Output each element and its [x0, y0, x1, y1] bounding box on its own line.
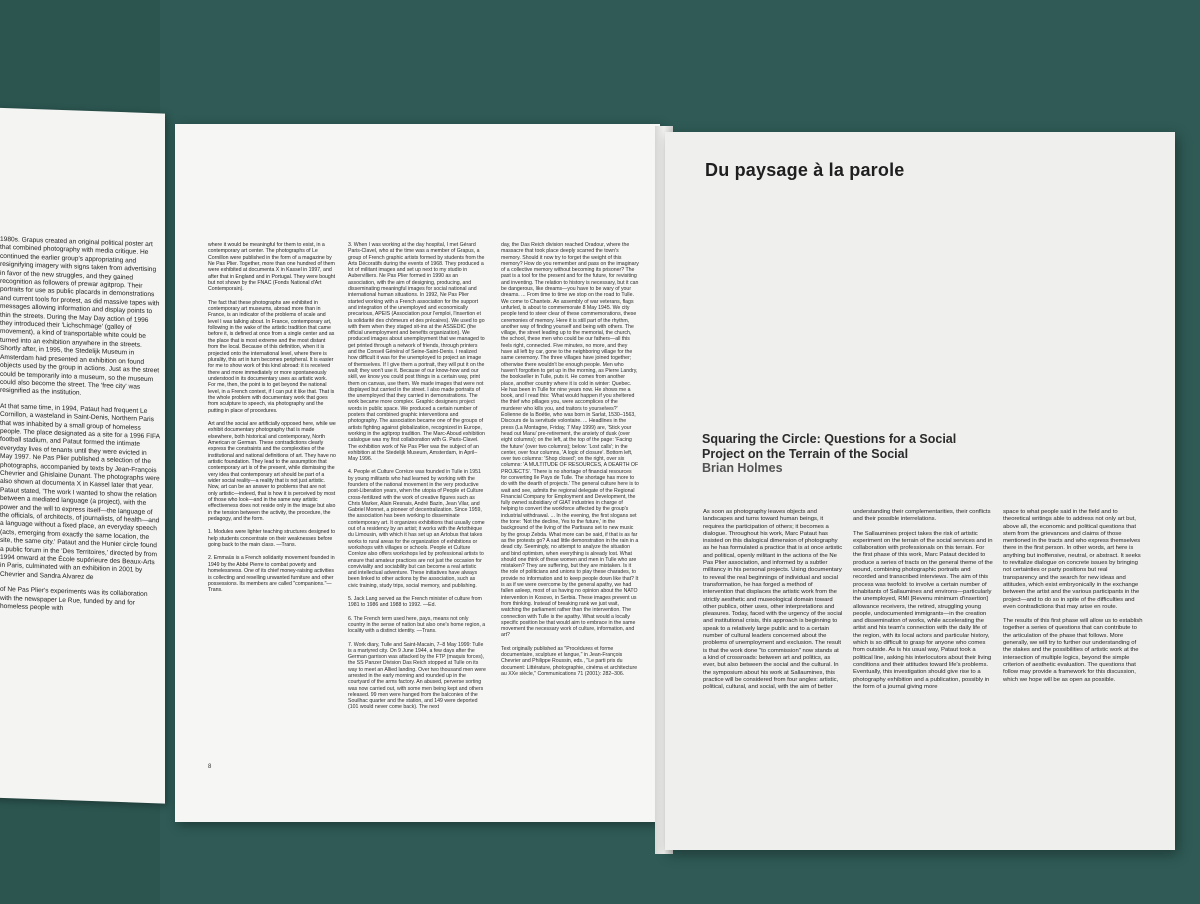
right-paragraph: space to what people said in the field and to theoretical writings able to address not only art but, above all, the economic and political questions that stem from the grievances and claims of those mentioned in the tracts and who express themselves there in the first person. In other words, art here is anything but inoffensive, neutral, or abstract. It seeks to revitalize dialogue on concrete issues by bringing not certainties or party positions but real transparency and the search for new ideas and attitudes, which exist embryonically in the exchange between the artist and the various participants in the project—and to do so in spite of the difficulties and even contradictions that may arise en route.: [1003, 509, 1141, 610]
left-book-page: [0, 106, 165, 803]
footnote: 7. Work diary, Tulle and Saint-Macain, 7–8 May 1999: Tulle is a martyred city. On 9 June 1944, a few days after the German garrison was attacked by the FTP (maquis forces), the SS Panzer Division Das Reich stopped at Tulle on its way to meet an Allied landing. Over two thousand men were arrested in the early morning and rounded up in the courtyard of the arms factory. An abused, perverse sorting was now carried out, with some men being kept and others released. 99 men were hanged from the balconies of the Souilhac quarter and the station, and 149 were deported (101 would never come back). The next: [348, 641, 486, 711]
middle-column-3: [501, 242, 639, 684]
right-column-1: [703, 509, 843, 698]
middle-book-page: [175, 124, 660, 822]
page-title: Du paysage à la parole: [705, 160, 905, 180]
footnote: 1. Modules were lighter teaching structures designed to help students concentrate on their weaknesses before going back to the main class. —Trans.: [208, 529, 336, 549]
right-column-2: [853, 509, 993, 698]
essay-heading: [702, 432, 982, 476]
left-page-text: [0, 236, 160, 624]
left-paragraph: 1980s. Grapus created an original political poster art that combined photography with media critique. He continued the earlier group's appropriating and resignifying imagery with signs taken from advertising in favor of the new struggles, and they gained recognition as followers of prewar agitprop. Their portraits for use as public placards in demonstrations and current tools for protest, as did massive tapes with messages allowing information and display points to thin the streets. During the May Day action of 1996 they introduced their 'Lichschmage' (galley of movement), a kind of transportable white could be turned into an exhibition anywhere in the streets. Shortly after, in 1995, the Stedelijk Museum in Amsterdam had presented an exhibition on found objects used by the group in actions. Just as the street could be temporarily into a museum, so the museum could also become the street. The 'free city' was resignified as the institution.: [0, 235, 160, 397]
middle-paragraph: The fact that these photographs are exhibited in contemporary art museums, abroad more than in France, is an indicator of the problems of scale and level I was talking about. In France, contemporary art, following in the wake of the artistic tradition that came before it, is defined at once from a single center and as the place that is most extreme and the most distant from the local. Because of this definition, when it is projected onto the international level, where there is plurality, this art in turn becomes peripheral. It is easier for me to show work of this kind abroad: it is received there and more immediately or more spontaneously understood in its documentary uses as artistic work. For me, then, the point is to get beyond the national level, in a French context, if I can put it like that. That is the whole problem with documentary work that goes from sculpture to speech, via photography and the putting in place of procedures.: [208, 299, 335, 414]
footnote: 5. Jack Lang served as the French minister of culture from 1981 to 1986 and 1988 to 1992. —Ed.: [348, 596, 482, 609]
left-paragraph: At that same time, in 1994, Pataut had frequent Le Cornillon, a wasteland in Saint-Denis, Northern Paris that was inhabited by a small group of homeless people. The place designated as a site for a 1996 FIFA football stadium, and Pataut formed the intimate everyday lives of tenants until they were evicted in May 1997. Ne Pas Plier published a selection of the photographs, accompanied by texts by Jean-François Chevrier and Ghislaine Dunant. The photographs were also shown at documenta X in Kassel later that year. Pataut stated, 'The work I wanted to show the relation between a mediated language (a project), with the power and the will to express itself—the language of the officials, of architects, of journalists, of health—and a language without a fixed place, an everyday speech (acts, emerging from exactly the same location, the site, the same city.' Pataut and the Hunier circle found a public forum in the 'Des Territoires,' directed by from 1994 onward at the École supérieure des Beaux-Arts in Paris, culminated with an exhibition in 2001 by Chevrier and Sandra Alvarez de: [0, 402, 160, 581]
middle-paragraph: Art and the social are artificially opposed here, while we exhibit documentary photography that is made elsewhere, both historical and contemporary, North American or German. These contradictions clearly express the constraints and the complexities of the institutional and national definitions of art. They have no artistic foundation. They lead to the assumption that contemporary art is of the present, while dismissing the very idea that contemporary art should be part of a wider social reality—a reality that is not just artistic. Now, art can be an answer to problems that are not only artistic—indeed, that is how it is perceived by most of those who look—and in the same way artistic effectiveness does not reside only in the image but also in the tension between the activity, the procedure, the pedagogy, and the form.: [208, 420, 336, 523]
footnote: 2. Emmaüs is a French solidarity movement founded in 1949 by the Abbé Pierre to combat poverty and homelessness. One of its chief money-raising activities is collecting and reselling unwanted furniture and other possessions. Its members are called "companions."—Trans.: [208, 555, 335, 594]
footnote: day, the Das Reich division reached Oradour, where the massacre that took place deeply scarred the town's memory. Should it now try to forget the weight of this memory? How do you remember and pass on the imaginary of a collective memory without becoming its prisoner? The past is a tool for the present and for the future, for revisiting and inventing. The relation to history is necessary, but it can be dangerous, like dreams—you have to be wary of your dreams. ... From time to time we stop on the road to Tulle. We come to Chanteix. An assembly of war veterans, flags unfurled, is about to commemorate 8 May 1945. We city people tend to steer clear of these commemorations, these ceremonies of memory. Here it is still part of the rhythm, another way of finding yourself and being with others. The village, the street leading up to the memorial, the church, the school, these men who could be our fathers—all this feels right, connected. Five minutes, no more, and they have all left by car, gone to the neighboring village for the same ceremony. The three villages have joined together; otherwise there wouldn't be enough people. Men who haven't forgotten to get up in the morning, as Pierre Landry, the bookseller in Tulle, puts it. He comes from another place, another country where it is cold in winter: Quebec. He has been in Tulle for nine years now. He shows me a book, and I read this: 'What would happen if you sheltered the thief who pillages you, were accomplices of the murderer who kills you, and traitors to yourselves?' Éolienne de la Boétie, who was born in Sarlat, 1530–1563, Discours de la servitude volontaire. ... Headlines in the press (La Montagne, Friday, 7 May 1999) are, 'Stick your head out Manu' pre-retirement, the anxiety of dusk (over eight columns); on the left, at the top of the page: 'Facing the future' (over two columns); below: 'Lost calls'; in the center, over four columns, 'A logic of closure'. Bottom left, over two columns: 'Shop closed'; on the right, over six columns: 'A MULTITUDE OF RESOURCES, A DEARTH OF PROJECTS'. 'There is no shortage of financial resources for converting Ile Pays de Tulle. The shortage has more to do with the dearth of projects.' The general culture here is to wait and see, admits the regional delegate of the Regional Financial Company for Employment and Development, the fully owned subsidiary of GIAT industries in charge of helping to convert the workforce affected by the group's industrial withdrawal. ... In the evening, the first slogans set the tone: 'Not the decline, Yes to the future,' in the background of the living of the Partisans set to new music by the group Zebda. What more can be said, if that is as far as the protests go? A sad little demonstration in the rain in a dead city. Seemingly, no attempt to analyze the situation and bind optimism, when everything is already lost. What should one think of these women and men in Tulle who are mistaken? They are suffering, but they are mistaken. Is it the role of politicians and unions to play these charades, to provide no information and to keep people down like that? It is as if we were overcome by the general apathy, we had fallen asleep, most of us having no opinion about the NATO intervention in Kosovo, in Serbia. These images prevent us from thinking. Instead of breaking rank we just wait, watching the parliament rather than the intervention. The connection with Tulle is the apathy. What would a locally specific position be that would aim to embrace in the same movement the necessary work of culture, information, and art?: [501, 242, 639, 639]
left-paragraph: of Ne Pas Plier's experiments was its collaboration with the newspaper Le Rue, funded by and for homeless people with: [0, 586, 148, 613]
middle-paragraph: where it would be meaningful for them to exist, in a contemporary art center. The photographs of Le Cornillon were published in the form of a magazine by Ne Pas Plier. Together, more than one hundred of them were exhibited at documenta X in Kassel in 1997, and after that in England and in Portugal. They were bought but not shown by the FNAC (Fonds National d'Art Contemporain).: [208, 242, 336, 293]
middle-column-1: [208, 242, 336, 601]
right-column-3: [1003, 509, 1143, 691]
author-name: Brian Holmes: [702, 461, 783, 475]
footnote: 6. The French term used here, pays, means not only country in the sense of nation but also one's home region, a locality with a distinct identity. —Trans.: [348, 615, 486, 635]
right-paragraph: As soon as photography leaves objects and landscapes and turns toward human beings, it requires the participation of others; it becomes a dialogue. Throughout his work, Marc Pataut has insisted on this dialogical dimension of photography as he has formulated a practice that is at once artistic and political, openly militant in the actions of the Ne Pas Plier association, and informed by a subtler militancy in his personal projects. Using documentary to reveal the real beginnings of individual and social transformation, he has forged a method of intervention that displaces the artistic work from the strictly aesthetic and museological domain toward other publics, other uses, other interpretations and pleasures. Today, faced with the urgency of the social and institutional crisis, this approach is beginning to speak to a relatively large public and to a certain number of cultural leaders concerned about the problems of unemployment and exclusion. The result is that the work done "to commission" now stands at a kind of crossroads: between art and politics, as ever, but also between the social and the cultural. In the symposium about his work at Sallaumines, this practice will be considered from four angles: artistic, political, cultural, and social, with the aim of better: [703, 509, 843, 691]
footnote: 4. People et Culture Corrèze was founded in Tulle in 1951 by young militants who had learned by working with the founders of the national movement in the very productive post-Liberation years, when the utopia of People et Culture cross-fertilized with the work of creative figures such as Chris Marker, Alain Resnais, André Bazin, Jean Vilar, and Gabriel Monnet, a pioneer of decentralization. Since 1959, the association has been working to disseminate contemporary art. It organizes exhibitions that usually come out of a residency by an artist; it works with the Artothèque du Limousin, with which it has set up an Artobus that takes works to rural areas for the organization of exhibitions or workshops with villages or schools. People et Culture Corrèze also offers workshops led by professional artists to ensure that amateur practices are not just the occasion for conviviality and sociability but can become a real artistic and intellectual adventure. These initiatives have always been linked to other actions by the association, such as civic training, study trips, social memory, and publishing.: [348, 469, 485, 589]
essay-subtitle: Squaring the Circle: Questions for a Social Project on the Terrain of the Social: [702, 432, 957, 461]
right-paragraph: The Sallaumines project takes the risk of artistic experiment on the terrain of the social services and in collaboration with professionals on this terrain. For the first phase of this work, Marc Pataut decided to produce a series of tracts on the general theme of the wound, combining photographic portraits and recorded and transcribed interviews. The aim of this process was twofold: to involve a certain number of inhabitants of Sallaumines and environs—particularly the unemployed, RMI [Revenu minimum d'insertion] allowance receivers, the retired, struggling young people, undocumented immigrants—in the creation and dissemination of works, while accelerating the artist and his team's connection with the daily life of the region, with its local actors and particular history, which is so difficult to grasp for anyone who comes from outside. As is his usual way, Pataut took a political line, asking his interlocutors about their living conditions and their attitudes toward life's problems. Eventually, this investigation should give rise to a photography exhibition and a publication, possibly in the form of a journal giving more: [853, 530, 993, 690]
right-book-page: [665, 132, 1175, 850]
middle-column-2: [348, 242, 486, 718]
right-paragraph: The results of this first phase will allow us to establish together a series of questions that can contribute to the articulation of the phase that follows. More generally, we will try to further our understanding of the stakes and the possibilities of artistic work at the intersection of multiple logics, beyond the simple criterion of aesthetic evaluation. The questions that follow may provide a framework for this discussion, which we hope will be as open as possible.: [1003, 618, 1143, 683]
right-paragraph: understanding their complementarities, their conflicts and their possible interrelations.: [853, 509, 991, 523]
page-number: 8: [208, 764, 212, 770]
source-note: Text originally published as "Procédures et forme documentaire, sculpture et langue," in Jean-François Chevrier and Philippe Roussin, eds., "Le parti pris du document: Littérature, photographie, cinéma et architecture au XXe siècle," Communications 71 (2001): 282–306.: [501, 645, 638, 677]
footnote: 3. When I was working at the day hospital, I met Gérard Paris-Clavel, who at the time was a member of Grapus, a group of French graphic artists formed by students from the Arts Décoratifs during the events of 1968. They produced a lot of militant images and set up next to my studio in Aubervilliers. Ne Pas Plier formed in 1990 as an association, with the aim of designing, producing, and disseminating meaningful images for social national and international human situations. In 1992, Ne Pas Plier started working with a French association for the support and integration of the unemployed and economically precarious, APEIS (Association pour l'emploi, l'insertion et la solidarité des chômeurs et des précaires). We used to go with them when they staged sit-ins at the ASSEDIC (the official unemployment and benefits organization). We produced images about unemployment that we managed to get printed through a network of friends, through printers and the Conseil Général of Seine-Saint-Denis. I realized how difficult it was for the unemployed to project an image of themselves. If I give them a portrait, they will put it on the wall; they won't use it. Because of our know-how and our skill, we know you could post things in a certain way, print them on canvas, use them. We made images that were not displayed but carried in the street. I also made portraits of the unemployed that they carried in demonstrations. The work became more complex. Graphic designers project words in public space. We produced a certain number of posters that combined graphic interventions and photography. The association became one of the groups of artists fighting against globalization, recognized in Europe, working in the agitprop tradition. The Marc-Aboud exhibition catalogue was my first collaboration with G. Paris-Clavel. The exhibition work of Ne Pas Plier was the subject of an exhibition at the Stedelijk Museum, Amsterdam, in April–May 1996.: [348, 242, 485, 463]
